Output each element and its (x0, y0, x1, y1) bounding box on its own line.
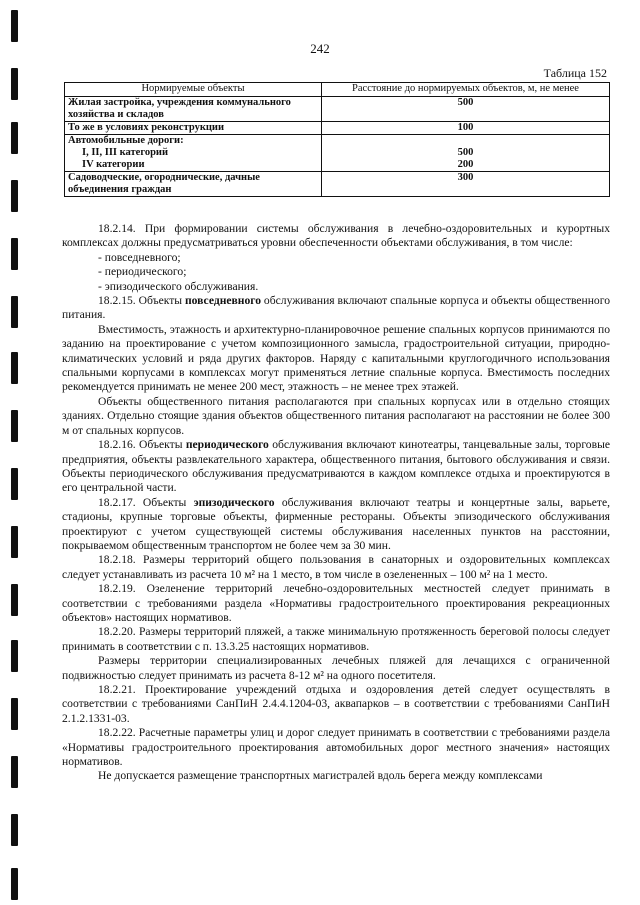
paragraph: 18.2.19. Озеленение территорий лечебно-оздоровительных местностей следует принимать в соответствии с требованиями раздела «Нормативы градостроительного проектирования рекреационных объектов» настоящих нормативов. (62, 582, 610, 624)
table-caption: Таблица 152 (543, 66, 607, 80)
paragraph: Вместимость, этажность и архитектурно-планировочное решение спальных корпусов принимаются по заданию на проектирование с учетом композиционного замысла, градостроительной ситуации, природно-климатических условий и ряда других факторов. Наряду с капитальными круглогодичного использования спальными корпусами в комплексах могут применяться летние спальные корпуса. Вместимость последних рекомендуется принимать не менее 200 мест, этажность – не менее трех этажей. (62, 322, 610, 394)
bold-term: периодического (185, 438, 269, 452)
table-row (65, 122, 610, 135)
binder-hole (11, 756, 18, 788)
table-cell-object: Жилая застройка, учреждения коммунального хозяйства и складов (65, 97, 322, 122)
binder-hole (11, 468, 18, 500)
paragraph: Объекты общественного питания располагаются при спальных корпусах или в отдельно стоящих зданиях. Отдельно стоящие здания объектов общественного питания располагают на расстоянии не более 300 м от спальных корпусов. (62, 394, 610, 437)
table-cell-object-sub: IV категории (82, 159, 145, 170)
bold-term: эпизодического (193, 495, 275, 509)
binder-hole (11, 526, 18, 558)
text-span: обслуживания включают спальные корпуса и объекты общественного питания. (62, 294, 610, 322)
paragraph: 18.2.18. Размеры территорий общего пользования в санаторных и оздоровительных комплексах следует устанавливать из расчета 10 м² на 1 место, в том числе в озелененных – 100 м² на 1 место. (62, 553, 610, 581)
table-cell-value: 300 (322, 172, 610, 197)
table-header-row (65, 83, 610, 97)
table-cell-object: То же в условиях реконструкции (65, 122, 322, 135)
bold-term: повседневного (184, 294, 262, 308)
paragraph (62, 294, 610, 323)
binder-hole (11, 410, 18, 442)
table-row (65, 135, 610, 172)
paragraph: Не допускается размещение транспортных магистралей вдоль берега между комплексами (98, 769, 543, 783)
binder-hole (11, 814, 18, 846)
table-cell-object: Садоводческие, огороднические, дачные объединения граждан (65, 172, 322, 197)
text-span: обслуживания включают театры и концертные залы, варьете, стадионы, крупные торговые объекты, фирменные рестораны. Объекты эпизодического обслуживания проектируют с учетом существующей системы обслуживания населенных пунктов на расстоянии, покрываемом общественным транспортом не более чем за 30 мин. (62, 495, 610, 552)
binder-hole (11, 122, 18, 154)
table-cell-value: 100 (322, 122, 610, 135)
list-item: - повседневного; (98, 250, 181, 264)
binder-hole (11, 640, 18, 672)
table-cell-value-sub: 200 (457, 159, 474, 170)
page-number: 242 (310, 41, 330, 56)
binder-hole (11, 10, 18, 42)
binder-hole (11, 180, 18, 212)
paragraph: 18.2.20. Размеры территорий пляжей, а также минимальную протяженность береговой полосы следует принимать в соответствии с п. 13.3.25 настоящих нормативов. (62, 625, 610, 653)
text-span: 18.2.15. Объекты (98, 294, 185, 308)
binder-hole (11, 296, 18, 328)
binder-hole (11, 584, 18, 616)
paragraph: 18.2.22. Расчетные параметры улиц и дорог следует принимать в соответствии с требованиями раздела «Нормативы градостроительного проектирования автомобильных дорог местного значения» настоящих нормативов. (62, 726, 610, 769)
paragraph (62, 438, 610, 496)
table-cell-object (65, 135, 322, 172)
text-span: 18.2.17. Объекты (98, 495, 194, 509)
binder-hole (11, 68, 18, 100)
paragraph: 18.2.14. При формировании системы обслуживания в лечебно-оздоровительных и курортных комплексах должны предусматриваться уровни обеспеченности объектами обслуживания, в том числе: (62, 222, 610, 250)
body-text (62, 222, 610, 784)
binder-holes (11, 0, 19, 905)
table-cell-value-sub: 500 (457, 147, 474, 158)
text-span: обслуживания включают кинотеатры, танцевальные залы, торговые предприятия, объекты развлекательного характера, общественного питания, бытового обслуживания и связи. Объекты периодического обслуживания предусматриваются в каждом комплексе отдыха и проектируются в его центральной части. (62, 438, 611, 495)
text-span: 18.2.16. Объекты (98, 438, 186, 452)
binder-hole (11, 868, 18, 900)
table-cell-object-sub: I, II, III категорий (82, 147, 169, 158)
binder-hole (11, 698, 18, 730)
paragraph: Размеры территории специализированных лечебных пляжей для лечащихся с ограниченной подвижностью следует принимать из расчета 8-12 м² на одного посетителя. (62, 654, 610, 682)
table-cell-object-title: Автомобильные дороги: (68, 135, 184, 146)
table-row (65, 97, 610, 122)
list-item: - эпизодического обслуживания. (98, 279, 259, 293)
table-header-objects: Нормируемые объекты (65, 83, 322, 97)
binder-hole (11, 352, 18, 384)
table-header-distance: Расстояние до нормируемых объектов, м, не менее (322, 83, 610, 97)
paragraph: 18.2.21. Проектирование учреждений отдыха и оздоровления детей следует осуществлять в соответствии с требованиями СанПиН 2.4.4.1204-03, аквапарков – в соответствии с требованиями СанПиН 2.1.2.1331-03. (62, 683, 610, 725)
binder-hole (11, 238, 18, 270)
list-item: - периодического; (98, 265, 187, 279)
table-cell-value (322, 135, 610, 172)
table-cell-value: 500 (322, 97, 610, 122)
table-row (65, 172, 610, 197)
paragraph (62, 496, 610, 554)
norms-table (64, 82, 610, 197)
